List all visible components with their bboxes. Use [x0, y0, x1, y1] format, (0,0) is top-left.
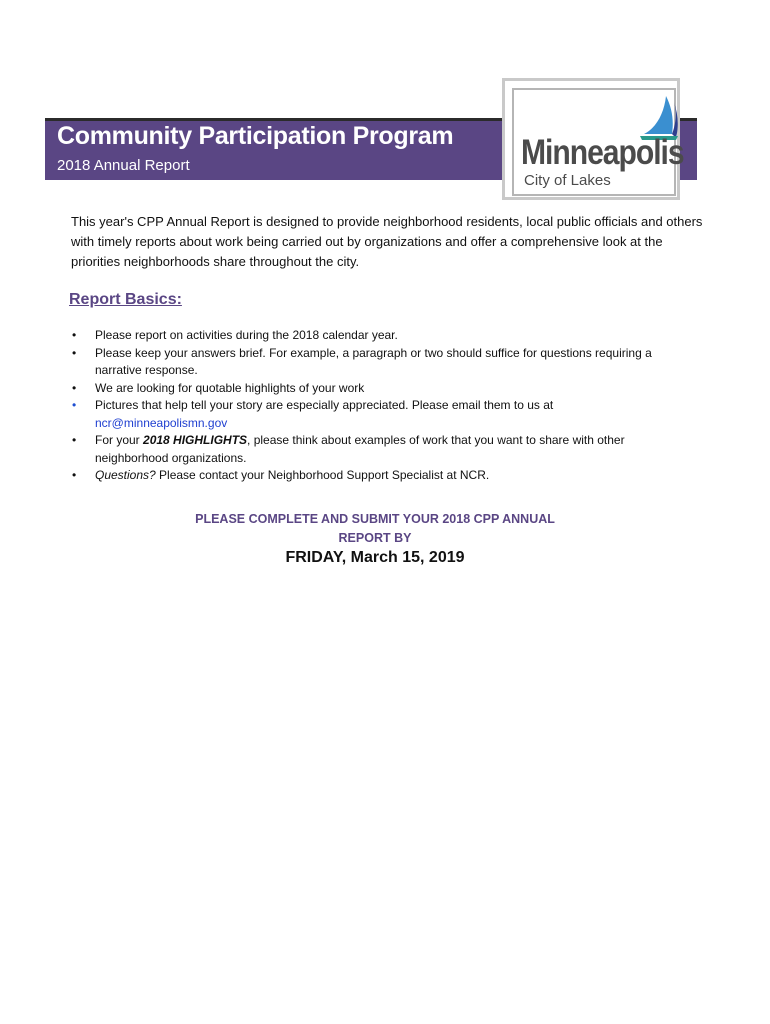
submit-reminder-line-1: PLEASE COMPLETE AND SUBMIT YOUR 2018 CPP ANNUAL [195, 512, 555, 526]
bullet-icon: • [72, 468, 77, 482]
report-basics-heading: Report Basics: [69, 291, 182, 308]
intro-paragraph: This year's CPP Annual Report is designed to provide neighborhood residents, local public officials and others with timely reports about work being carried out by organizations and offer a comprehensive look at the priorities neighborhoods share throughout the city. [71, 214, 703, 269]
list-item: • We are looking for quotable highlights of your work [71, 380, 701, 398]
bullet-icon: • [72, 345, 77, 360]
questions-emphasis: Questions? [95, 468, 156, 482]
list-item: • Please report on activities during the 2018 calendar year. [71, 327, 701, 345]
bullet-icon: • [72, 380, 77, 395]
report-basics-list [71, 327, 701, 485]
email-link[interactable]: ncr@minneapolismn.gov [95, 415, 228, 430]
list-item: • Questions? Please contact your Neighborhood Support Specialist at NCR. [71, 467, 701, 485]
logo-wordmark: Minneapolis [521, 133, 684, 172]
page-title: Community Participation Program [57, 122, 454, 150]
list-item: • For your 2018 HIGHLIGHTS, please think about examples of work that you want to share with other neighborhood organizations. [72, 433, 625, 465]
bullet-icon: • [72, 433, 77, 447]
logo-tagline: City of Lakes [524, 172, 611, 189]
highlights-emphasis: 2018 HIGHLIGHTS [143, 433, 248, 447]
submit-reminder-line-2: REPORT BY [338, 531, 412, 545]
bullet-icon: • [72, 328, 77, 342]
bullet-icon: • [72, 398, 77, 412]
list-item: • Pictures that help tell your story are especially appreciated. Please email them to us at ncr@minneapolismn.gov [72, 398, 554, 430]
list-item: • Please keep your answers brief. For example, a paragraph or two should suffice for questions requiring a narrative response. [72, 345, 652, 377]
submit-reminder [185, 510, 565, 548]
page-subtitle: 2018 Annual Report [57, 157, 190, 174]
deadline-date: FRIDAY, March 15, 2019 [285, 549, 465, 566]
